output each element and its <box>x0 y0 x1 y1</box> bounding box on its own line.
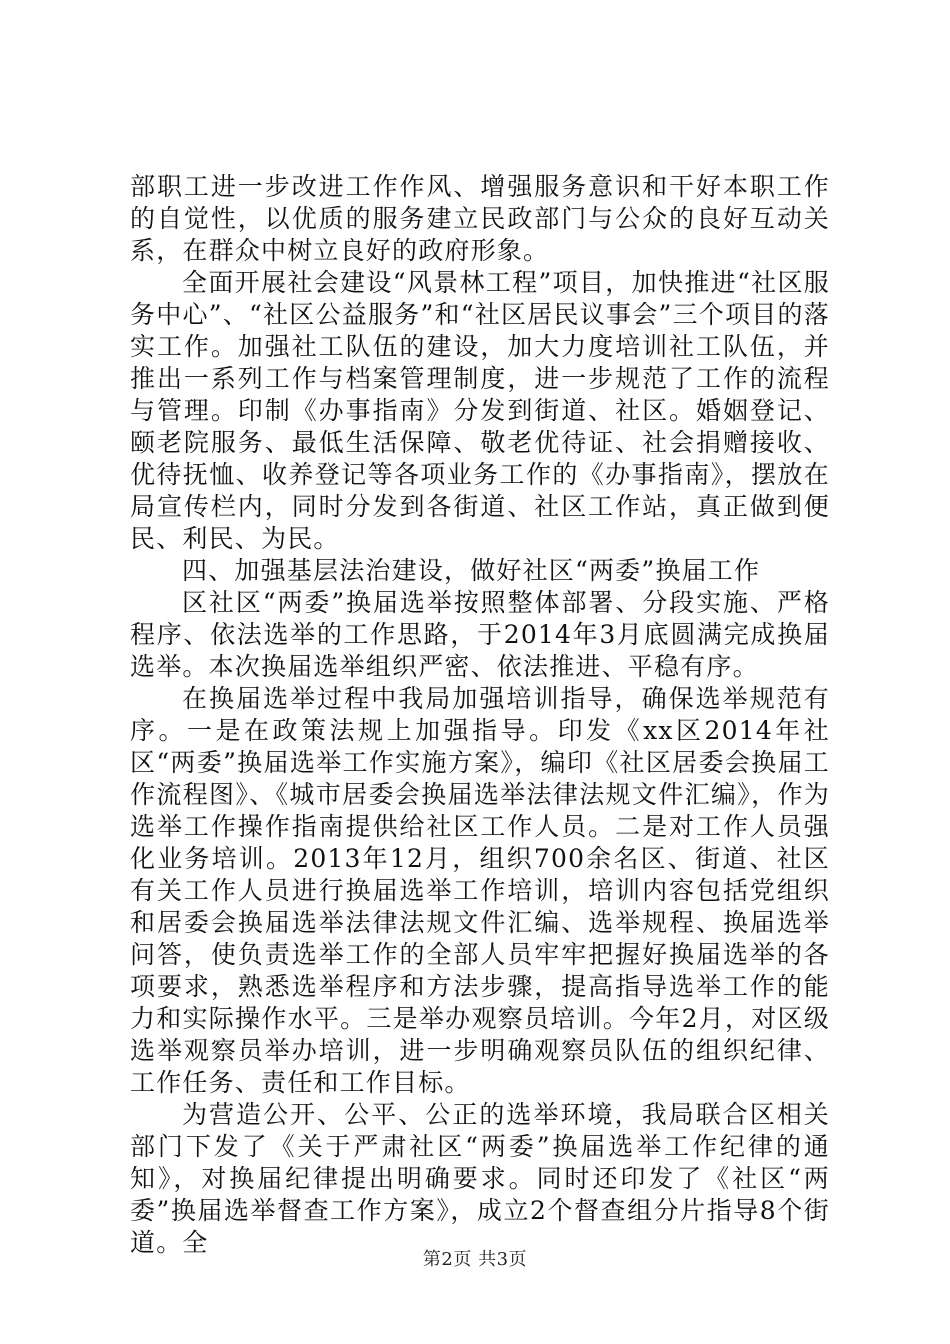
page-footer: 第2页 共3页 <box>422 1249 528 1270</box>
paragraph-4: 在换届选举过程中我局加强培训指导，确保选举规范有序。一是在政策法规上加强指导。印发《xx区2014年社区“两委”换届选举工作实施方案》，编印《社区居委会换届工作流程图》、《城市居委会换届选举法律法规文件汇编》，作为选举工作操作指南提供给社区工作人员。二是对工作人员强化业务培训。2013年12月，组织700余名区、街道、社区有关工作人员进行换届选举工作培训，培训内容包括党组织和居委会换届选举法律法规文件汇编、选举规程、换届选举问答，使负责选举工作的全部人员牢牢把握好换届选举的各项要求，熟悉选举程序和方法步骤，提高指导选举工作的能力和实际操作水平。三是举办观察员培训。今年2月，对区级选举观察员举办培训，进一步明确观察员队伍的组织纪律、工作任务、责任和工作目标。 <box>130 684 830 1097</box>
paragraph-1: 部职工进一步改进工作作风、增强服务意识和干好本职工作的自觉性，以优质的服务建立民政部门与公众的良好互动关系，在群众中树立良好的政府形象。 <box>130 172 830 265</box>
section-heading: 四、加强基层法治建设，做好社区“两委”换届工作 <box>182 556 761 585</box>
document-body <box>130 171 830 1259</box>
paragraph-3: 区社区“两委”换届选举按照整体部署、分段实施、严格程序、依法选举的工作思路，于2014年3月底圆满完成换届选举。本次换届选举组织严密、依法推进、平稳有序。 <box>130 588 830 681</box>
paragraph-2: 全面开展社会建设“风景林工程”项目，加快推进“社区服务中心”、“社区公益服务”和“社区居民议事会”三个项目的落实工作。加强社工队伍的建设，加大力度培训社工队伍，并推出一系列工作与档案管理制度，进一步规范了工作的流程与管理。印制《办事指南》分发到街道、社区。婚姻登记、颐老院服务、最低生活保障、敬老优待证、社会捐赠接收、优待抚恤、收养登记等各项业务工作的《办事指南》，摆放在局宣传栏内，同时分发到各街道、社区工作站，真正做到便民、利民、为民。 <box>130 268 830 553</box>
paragraph-5: 为营造公开、公平、公正的选举环境，我局联合区相关部门下发了《关于严肃社区“两委”换届选举工作纪律的通知》，对换届纪律提出明确要求。同时还印发了《社区“两委”换届选举督查工作方案》，成立2个督查组分片指导8个街道。全 <box>130 1100 830 1257</box>
